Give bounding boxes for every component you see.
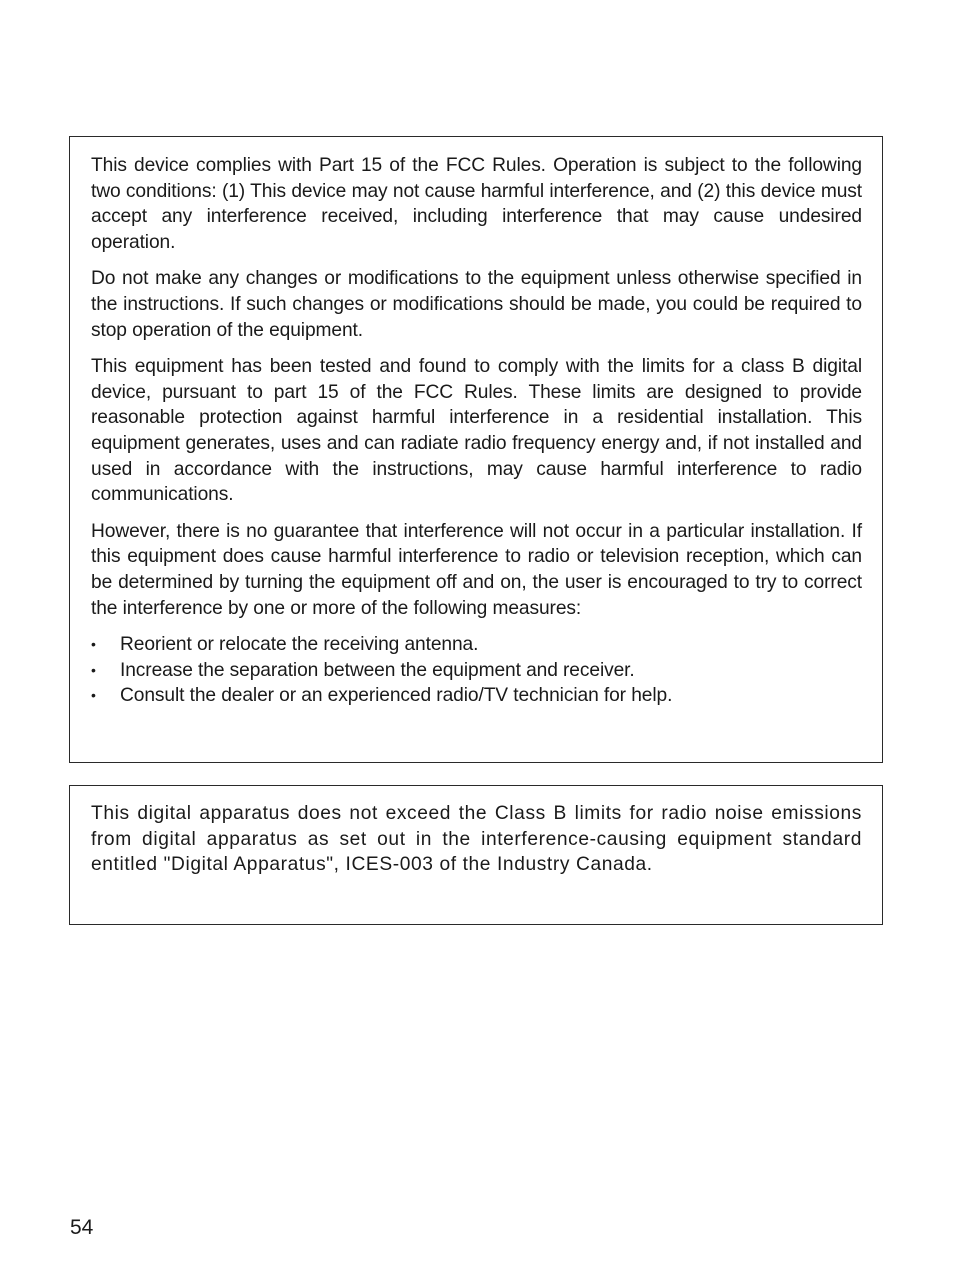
bullet-icon: • — [91, 636, 96, 653]
list-item — [91, 658, 862, 684]
bullet-icon: • — [91, 661, 96, 678]
ices-003-paragraph: This digital apparatus does not exceed the Class B limits for radio noise emissions from digital apparatus as set out in the interference-causing equipment standard entitled "Digital Apparatus", ICES-003 of the Industry Canada. — [91, 803, 862, 876]
interference-guidance-paragraph: However, there is no guarantee that interference will not occur in a particular installation. If this equipment does cause harmful interference to radio or television reception, which can be determined by turning the equipment off and on, the user is encouraged to try to correct the interference by one or more of the following measures: — [91, 520, 862, 619]
list-item — [91, 683, 862, 709]
list-item — [91, 632, 862, 658]
fcc-conditions-paragraph: This device complies with Part 15 of the FCC Rules. Operation is subject to the following two conditions: (1) This device may not cause harmful interference, and (2) this device must accept any interference received, including interference that may cause undesired operation. — [91, 155, 862, 253]
corrective-measures-list — [91, 632, 862, 709]
page-number: 54 — [70, 1216, 94, 1239]
measure-text: Increase the separation between the equipment and receiver. — [120, 659, 635, 681]
class-b-limits-paragraph: This equipment has been tested and found to comply with the limits for a class B digital device, pursuant to part 15 of the FCC Rules. These limits are designed to provide reasonable protection against harmful interference in a residential installation. This equipment generates, uses and can radiate radio frequency energy and, if not installed and used in accordance with the instructions, may cause harmful interference to radio communications. — [91, 356, 862, 506]
modification-warning-paragraph: Do not make any changes or modifications to the equipment unless otherwise specified in the instructions. If such changes or modifications should be made, you could be required to stop operation of the equipment. — [91, 268, 862, 341]
bullet-icon: • — [91, 687, 96, 704]
measure-text: Consult the dealer or an experienced radio/TV technician for help. — [120, 685, 673, 707]
industry-canada-notice — [69, 785, 883, 925]
measure-text: Reorient or relocate the receiving antenna. — [120, 634, 479, 656]
fcc-compliance-notice — [69, 136, 883, 763]
